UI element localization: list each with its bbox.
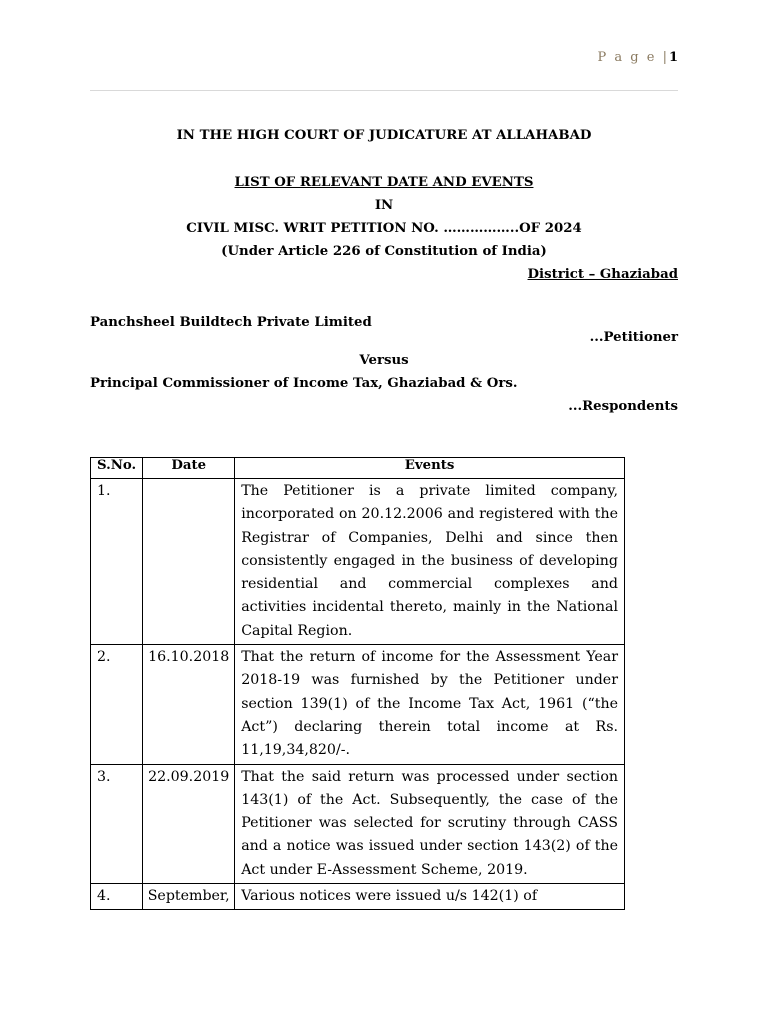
row-date xyxy=(143,479,235,645)
petitioner-label: ...Petitioner xyxy=(589,330,678,345)
events-table xyxy=(90,457,625,910)
table-row xyxy=(91,884,625,910)
page-number xyxy=(598,50,678,65)
page-label: P a g e | xyxy=(597,50,669,65)
header-events: Events xyxy=(235,458,625,479)
court-title: IN THE HIGH COURT OF JUDICATURE AT ALLAHABAD xyxy=(176,128,592,143)
header-sno: S.No. xyxy=(91,458,143,479)
petition-number: CIVIL MISC. WRIT PETITION NO. ……………..OF 2024 xyxy=(186,221,582,236)
row-sno: 2. xyxy=(91,645,143,764)
list-title: LIST OF RELEVANT DATE AND EVENTS xyxy=(234,175,534,190)
district: District – Ghaziabad xyxy=(527,267,678,282)
in-word: IN xyxy=(374,198,394,213)
article-line: (Under Article 226 of Constitution of India) xyxy=(221,244,547,259)
respondent-name: Principal Commissioner of Income Tax, Ghaziabad & Ors. xyxy=(90,376,518,391)
row-event: The Petitioner is a private limited company, incorporated on 20.12.2006 and registered with the Registrar of Companies, Delhi and since then consistently engaged in the business of developing residential and commercial complexes and activities incidental thereto, mainly in the National Capital Region. xyxy=(235,479,625,645)
header-divider xyxy=(90,90,678,91)
row-sno: 4. xyxy=(91,884,143,910)
versus: Versus xyxy=(359,353,409,368)
table-header-row xyxy=(91,458,625,479)
respondent-label: ...Respondents xyxy=(568,399,678,414)
row-date: September, xyxy=(143,884,235,910)
header-date: Date xyxy=(143,458,235,479)
row-event: That the said return was processed under section 143(1) of the Act. Subsequently, the case of the Petitioner was selected for scrutiny through CASS and a notice was issued under section 143(2) of the Act under E-Assessment Scheme, 2019. xyxy=(235,764,625,883)
page-number-value: 1 xyxy=(668,50,678,65)
row-event: That the return of income for the Assessment Year 2018-19 was furnished by the Petitioner under section 139(1) of the Income Tax Act, 1961 (“the Act”) declaring therein total income at Rs. 11,19,34,820/-. xyxy=(235,645,625,764)
row-event: Various notices were issued u/s 142(1) of xyxy=(235,884,625,910)
row-sno: 1. xyxy=(91,479,143,645)
row-date: 16.10.2018 xyxy=(143,645,235,764)
row-sno: 3. xyxy=(91,764,143,883)
table-row xyxy=(91,764,625,883)
row-date: 22.09.2019 xyxy=(143,764,235,883)
petitioner-name: Panchsheel Buildtech Private Limited xyxy=(90,315,372,330)
table-row xyxy=(91,645,625,764)
table-row xyxy=(91,479,625,645)
